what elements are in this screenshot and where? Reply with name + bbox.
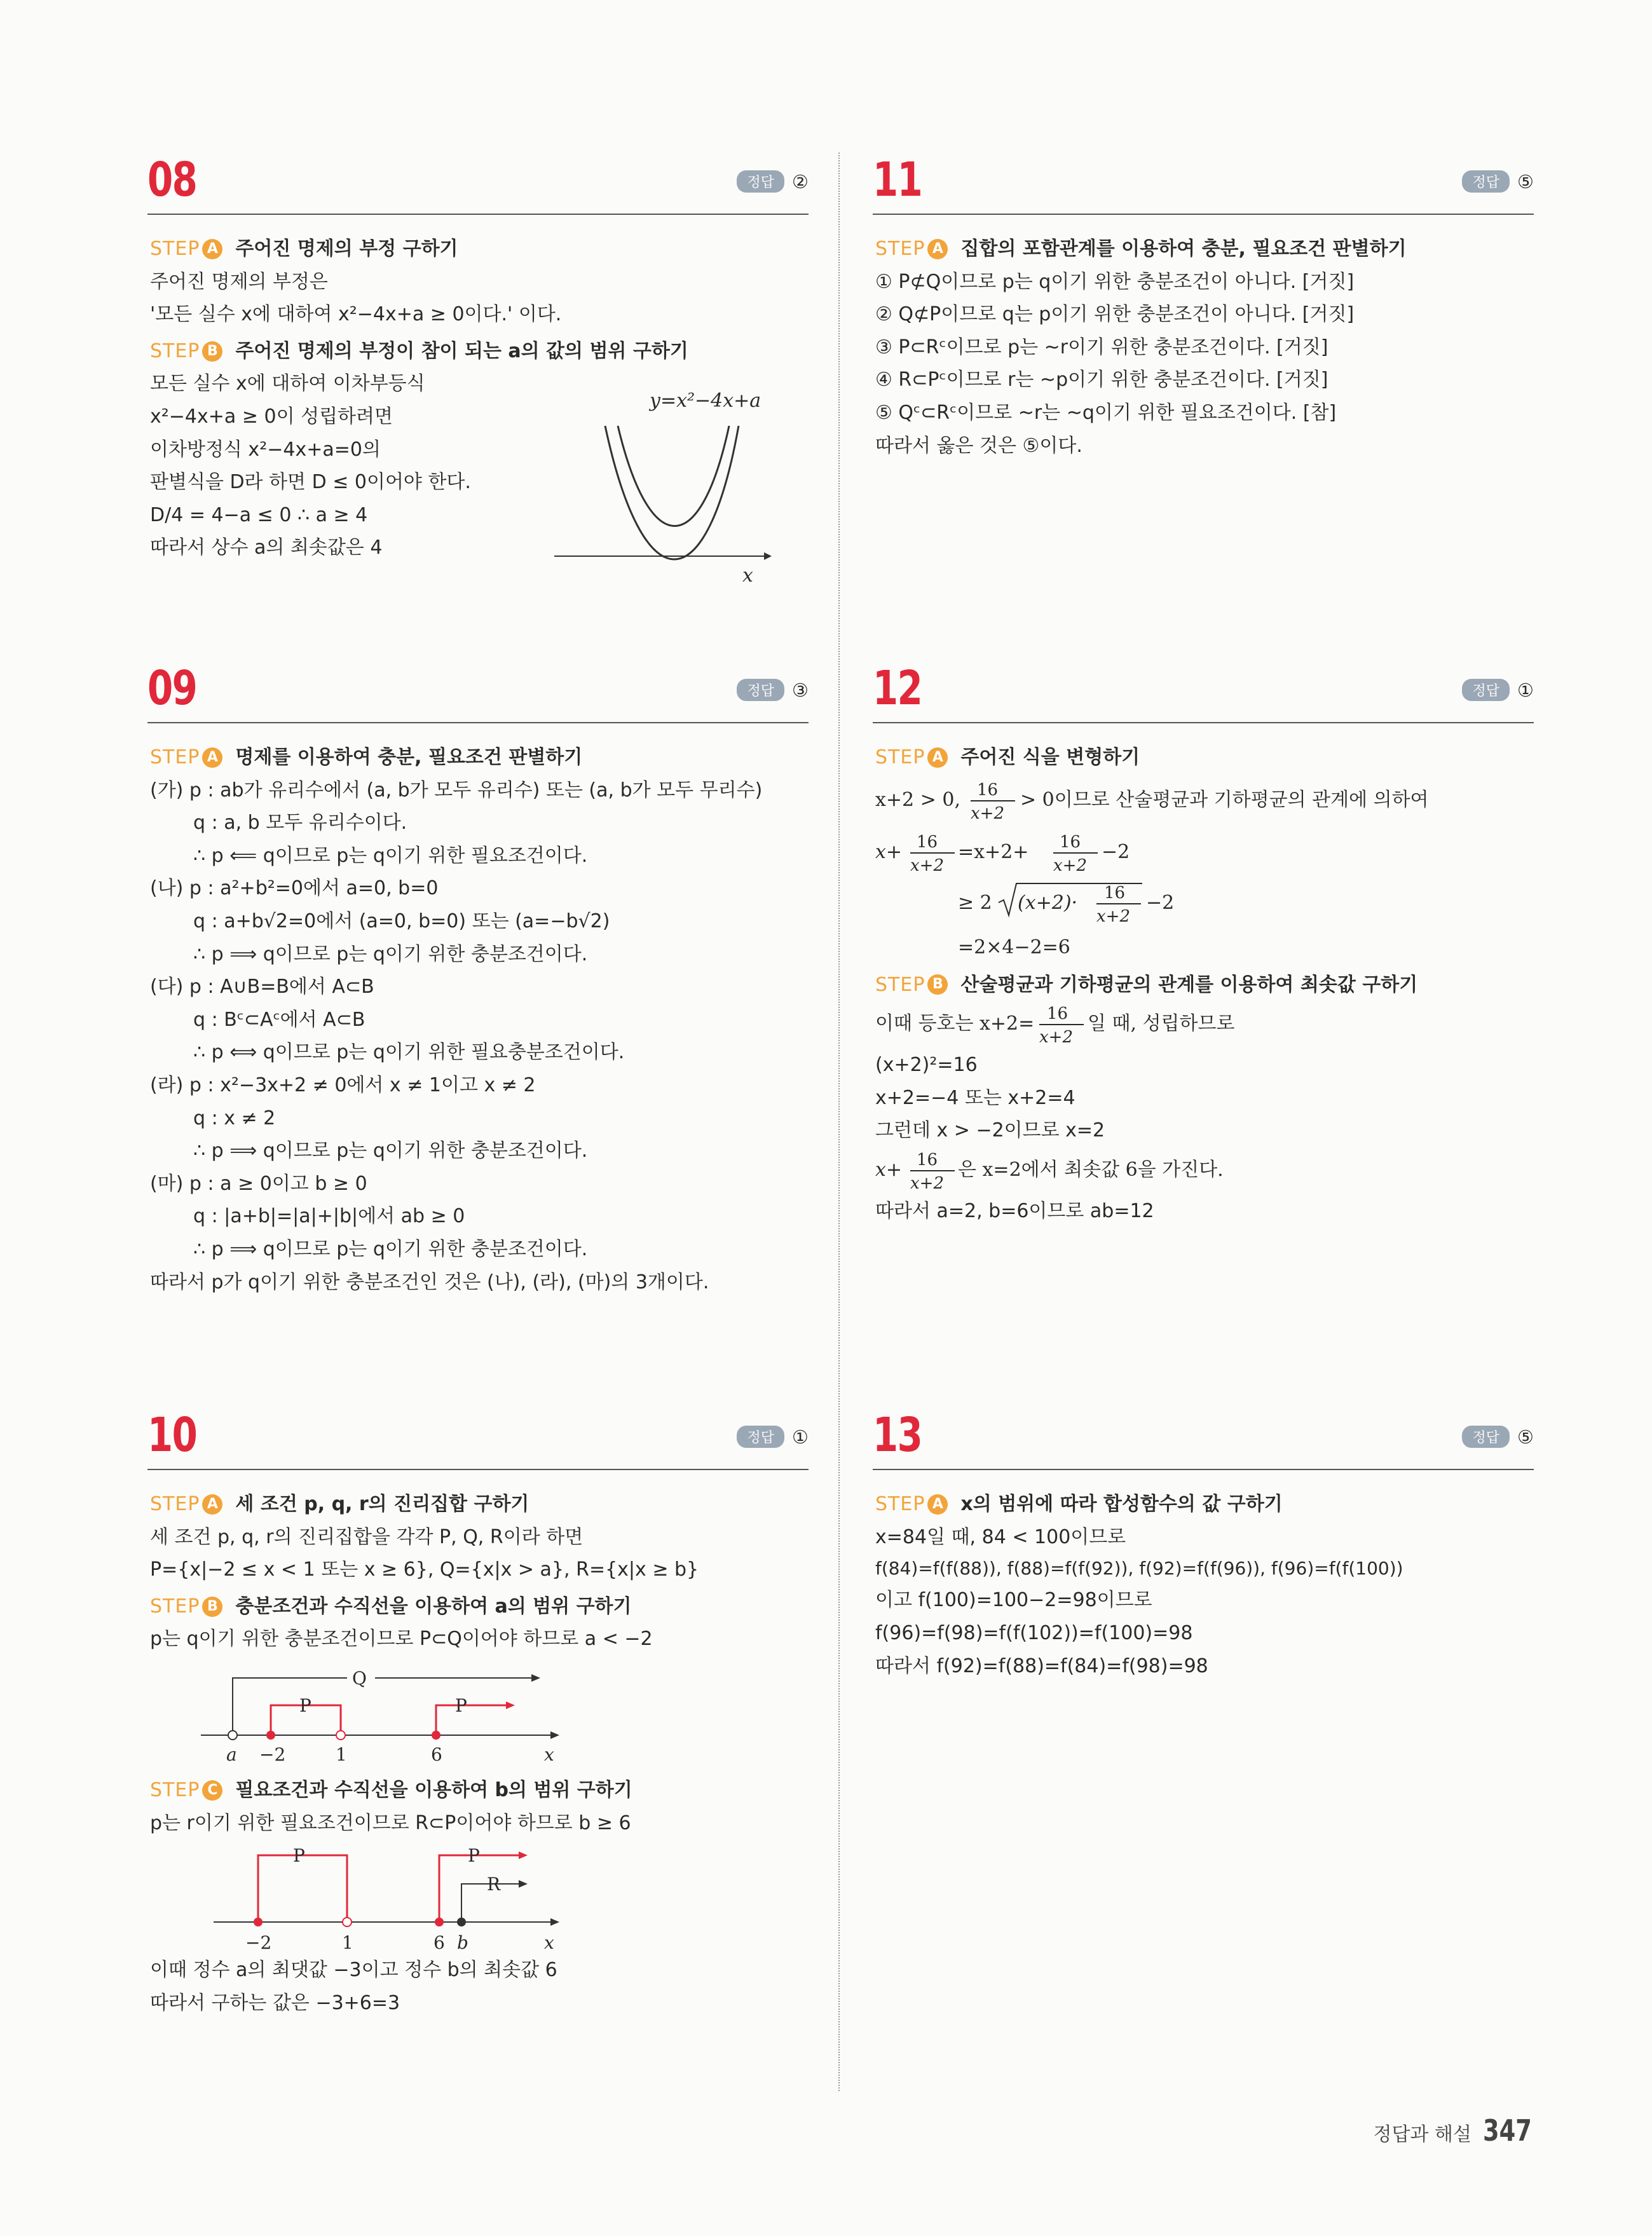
text-line: 따라서 f(92)=f(88)=f(84)=f(98)=98 [875,1654,1208,1677]
step-letter: A [927,1494,948,1515]
text-line: q : |a+b|=|a|+|b|에서 ab ≥ 0 [193,1205,465,1228]
step-b-heading [150,1590,809,1623]
arrow-p [519,1851,528,1859]
number-line-2 [188,1839,735,1954]
header-rule [147,722,809,723]
text-line: 세 조건 p, q, r의 진리집합을 각각 P, Q, R이라 하면 [150,1525,584,1548]
arrow-q [531,1674,540,1682]
frac-num: 16 [917,1150,938,1169]
answer-label: 정답 [1462,679,1510,701]
point-1 [336,1731,345,1740]
eq-text: =2×4−2=6 [958,936,1070,958]
point-6 [435,1918,444,1926]
axis-arrow [764,552,772,560]
step-letter: B [927,974,948,995]
step-title: 명제를 이용하여 충분, 필요조건 판별하기 [235,746,583,768]
arrow-r [519,1880,528,1888]
frac-den: x+2 [1039,1028,1073,1047]
answer-value: ⑤ [1517,1426,1534,1448]
problem-number: 13 [873,1408,922,1462]
tick-x: x [544,1743,554,1765]
step-word: STEP [875,746,925,768]
problem-08 [147,153,809,623]
set-p-bracket-2 [436,1705,506,1735]
column-divider [838,153,840,2091]
header-rule [873,722,1534,723]
tick-6: 6 [431,1743,442,1765]
header-rule [873,1469,1534,1470]
step-word: STEP [150,1493,200,1515]
answer-value: ① [1517,679,1534,701]
step-letter: B [202,1597,222,1617]
step-word: STEP [875,1493,925,1515]
equation-block-2 [875,1001,1536,1049]
text-line: q : a+b√2=0에서 (a=0, b=0) 또는 (a=−b√2) [193,910,610,932]
set-q-bracket [233,1678,531,1735]
parabola-graph [554,388,809,591]
tick-a: a [226,1743,237,1765]
text-line: (x+2)²=16 [875,1054,978,1077]
problem-09 [147,661,809,1360]
frac-num: 16 [1047,1004,1068,1024]
point-a [228,1731,237,1740]
problem-number: 10 [147,1408,197,1462]
step-title: 충분조건과 수직선을 이용하여 a의 범위 구하기 [235,1595,632,1618]
text-line: ② Q⊄P이므로 q는 p이기 위한 충분조건이 아니다. [거짓] [875,303,1355,326]
step-a-heading [875,1488,1534,1521]
eq-text: x+ [875,1158,903,1181]
eq-text: 이때 등호는 x+2= [875,1012,1035,1035]
eq-text: 은 x=2에서 최솟값 6을 가진다. [958,1158,1224,1181]
problem-12 [873,661,1534,1360]
text-line: '모든 실수 x에 대하여 x²−4x+a ≥ 0이다.' 이다. [150,303,562,326]
text-line: 판별식을 D라 하면 D ≤ 0이어야 한다. [150,471,471,494]
text-line: ∴ p ⟹ q이므로 p는 q이기 위한 충분조건이다. [193,943,588,965]
answer-label: 정답 [737,679,784,701]
frac-den: x+2 [1096,906,1130,926]
eq-text: x+2 > 0, [875,788,960,811]
step-letter: A [202,747,222,768]
frac-num: 16 [977,780,999,800]
step-title: 주어진 명제의 부정 구하기 [235,238,458,260]
label-p-1: P [293,1845,305,1867]
label-p-1: P [299,1694,311,1716]
page-number: 347 [1482,2113,1532,2148]
equation-block-1 [875,774,1536,965]
text-line: 이차방정식 x²−4x+a=0의 [150,438,381,461]
text-line: D/4 = 4−a ≤ 0 ∴ a ≥ 4 [150,503,368,526]
step-word: STEP [150,746,200,768]
answer-label: 정답 [737,170,784,193]
tick-b: b [457,1932,468,1954]
step-word: STEP [150,238,200,260]
frac-num: 16 [917,832,938,852]
eq-text: ≥ 2 [958,891,992,914]
eq-text: 일 때, 성립하므로 [1088,1012,1235,1035]
eq-text: =x+2+ [958,840,1029,863]
step-title: x의 범위에 따라 합성함수의 값 구하기 [960,1493,1283,1515]
answer-label: 정답 [1462,170,1510,193]
arrow-p [506,1701,515,1709]
tick-6: 6 [433,1932,445,1954]
header-rule [147,1469,809,1470]
text-line: ∴ p ⟹ q이므로 p는 q이기 위한 충분조건이다. [193,1140,588,1162]
frac-num: 16 [1060,832,1081,852]
axis-label: x [742,564,753,587]
text-line: x²−4x+a ≥ 0이 성립하려면 [150,405,393,428]
solution-body [150,1484,809,2019]
solution-body [875,737,1534,1228]
frac-den: x+2 [910,856,944,875]
step-word: STEP [875,238,925,260]
answer-label: 정답 [737,1426,784,1448]
step-letter: B [202,341,222,362]
tick-1: 1 [336,1743,347,1765]
step-title: 집합의 포함관계를 이용하여 충분, 필요조건 판별하기 [960,238,1407,260]
text-line: (나) p : a²+b²=0에서 a=0, b=0 [150,877,439,900]
problem-number: 11 [873,153,922,207]
header-rule [873,214,1534,215]
answer-value: ⑤ [1517,170,1534,193]
text-line: ④ R⊂Pᶜ이므로 r는 ~p이기 위한 충분조건이다. [거짓] [875,369,1328,392]
frac-den: x+2 [971,803,1004,823]
text-line: q : Bᶜ⊂Aᶜ에서 A⊂B [193,1008,365,1031]
step-b-heading [875,969,1534,1002]
text-line: P={x|−2 ≤ x < 1 또는 x ≥ 6}, Q={x|x > a}, R={x|x ≥ b} [150,1558,699,1581]
header-rule [147,214,809,215]
text-line: x=84일 때, 84 < 100이므로 [875,1525,1126,1548]
frac-den: x+2 [910,1173,944,1193]
step-letter: A [927,239,948,259]
text-line: ∴ p ⟹ q이므로 p는 q이기 위한 충분조건이다. [193,1237,588,1260]
problem-10 [147,1408,809,2107]
solution-body [875,1484,1534,1682]
step-word: STEP [150,1778,200,1801]
answer-box [737,679,809,701]
text-line: f(84)=f(f(88)), f(88)=f(f(92)), f(92)=f(f(96)), f(96)=f(f(100)) [875,1558,1403,1579]
step-letter: A [927,747,948,768]
text-line: 따라서 p가 q이기 위한 충분조건인 것은 (나), (라), (마)의 3개이다. [150,1271,709,1293]
answer-value: ③ [792,679,809,701]
text-line: 따라서 상수 a의 최솟값은 4 [150,536,383,559]
problem-11 [873,153,1534,623]
text-line: f(96)=f(98)=f(f(102))=f(100)=98 [875,1621,1193,1644]
point-minus-2 [254,1918,263,1926]
step-a-heading [150,1488,809,1521]
label-q: Q [352,1667,367,1689]
eq-text: x+ [875,840,903,863]
eq-text: −2 [1102,840,1130,863]
step-c-heading [150,1774,809,1807]
text-line: 따라서 구하는 값은 −3+6=3 [150,1991,400,2014]
number-line-1 [188,1656,735,1770]
tick-minus-2: −2 [245,1932,272,1954]
text-line: 그런데 x > −2이므로 x=2 [875,1119,1105,1142]
problem-number: 08 [147,153,197,207]
text-line: 따라서 a=2, b=6이므로 ab=12 [875,1199,1154,1222]
text-line: ① P⊄Q이므로 p는 q이기 위한 충분조건이 아니다. [거짓] [875,270,1355,293]
point-minus-2 [266,1731,275,1740]
page-footer [1374,2113,1544,2148]
step-a-heading [875,741,1534,774]
text-line: 이고 f(100)=100−2=98이므로 [875,1589,1152,1612]
label-r: R [487,1874,501,1895]
text-line: 모든 실수 x에 대하여 이차부등식 [150,372,425,395]
text-line: (라) p : x²−3x+2 ≠ 0에서 x ≠ 1이고 x ≠ 2 [150,1074,536,1096]
text-line: x+2=−4 또는 x+2=4 [875,1086,1075,1109]
step-word: STEP [150,1595,200,1618]
text-line: 이때 정수 a의 최댓값 −3이고 정수 b의 최솟값 6 [150,1959,557,1982]
text-line: (마) p : a ≥ 0이고 b ≥ 0 [150,1172,367,1195]
step-a-heading [150,741,809,774]
step-letter: C [202,1780,222,1801]
problem-13 [873,1408,1534,1853]
answer-box [737,1426,809,1448]
answer-box [1462,1426,1534,1448]
step-title: 세 조건 p, q, r의 진리집합 구하기 [235,1493,529,1515]
parabola-upper [605,426,739,559]
problem-number: 12 [873,661,922,716]
text-line: ∴ p ⟺ q이므로 p는 q이기 위한 필요충분조건이다. [193,1041,625,1064]
tick-minus-2: −2 [259,1743,286,1765]
tick-x: x [544,1932,554,1954]
answer-box [1462,170,1534,193]
graph-label: y=x²−4x+a [650,390,761,412]
text-line: p는 q이기 위한 충분조건이므로 P⊂Q이어야 하므로 a < −2 [150,1628,653,1651]
parabola-lower [618,426,729,526]
tick-1: 1 [342,1932,353,1954]
answer-box [1462,679,1534,701]
point-b [457,1918,466,1926]
axis-arrow [550,1731,559,1739]
step-letter: A [202,239,222,259]
text-line: ⑤ Qᶜ⊂Rᶜ이므로 ~r는 ~q이기 위한 필요조건이다. [참] [875,401,1337,424]
text-line: 따라서 옳은 것은 ⑤이다. [875,434,1082,457]
point-1 [343,1918,352,1926]
answer-value: ② [792,170,809,193]
text-line: (가) p : ab가 유리수에서 (a, b가 모두 유리수) 또는 (a, b가 모두 무리수) [150,779,763,801]
text-line: ③ P⊂Rᶜ이므로 p는 ~r이기 위한 충분조건이다. [거짓] [875,336,1328,358]
text-line: p는 r이기 위한 필요조건이므로 R⊂P이어야 하므로 b ≥ 6 [150,1811,631,1834]
step-word: STEP [150,339,200,362]
step-title: 필요조건과 수직선을 이용하여 b의 범위 구하기 [235,1778,632,1801]
step-letter: A [202,1494,222,1515]
step-a-heading [875,233,1534,266]
label-p-2: P [455,1694,467,1716]
problem-number: 09 [147,661,197,716]
text-line: (다) p : A∪B=B에서 A⊂B [150,976,374,999]
answer-box [737,170,809,193]
answer-value: ① [792,1426,809,1448]
label-p-2: P [468,1845,480,1867]
step-title: 주어진 명제의 부정이 참이 되는 a의 값의 범위 구하기 [235,339,688,362]
step-a-heading [150,233,809,266]
solution-body [875,229,1534,462]
step-b-heading [150,335,809,368]
frac-num: 16 [1104,883,1126,903]
equation-block-3 [875,1147,1536,1195]
point-6 [432,1731,440,1740]
eq-text: (x+2)· [1018,891,1078,914]
axis-arrow [550,1918,559,1926]
step-title: 산술평균과 기하평균의 관계를 이용하여 최솟값 구하기 [960,973,1418,996]
step-title: 주어진 식을 변형하기 [960,746,1140,768]
text-line: ∴ p ⟸ q이므로 p는 q이기 위한 필요조건이다. [193,844,588,867]
eq-text: > 0이므로 산술평균과 기하평균의 관계에 의하여 [1020,788,1429,811]
solution-body [150,737,809,1299]
answer-label: 정답 [1462,1426,1510,1448]
text-line: q : a, b 모두 유리수이다. [193,812,407,835]
frac-den: x+2 [1053,856,1087,875]
eq-text: −2 [1146,891,1175,914]
text-line: q : x ≠ 2 [193,1107,276,1129]
footer-label: 정답과 해설 [1373,2124,1471,2146]
step-word: STEP [875,973,925,996]
text-line: 주어진 명제의 부정은 [150,270,328,293]
